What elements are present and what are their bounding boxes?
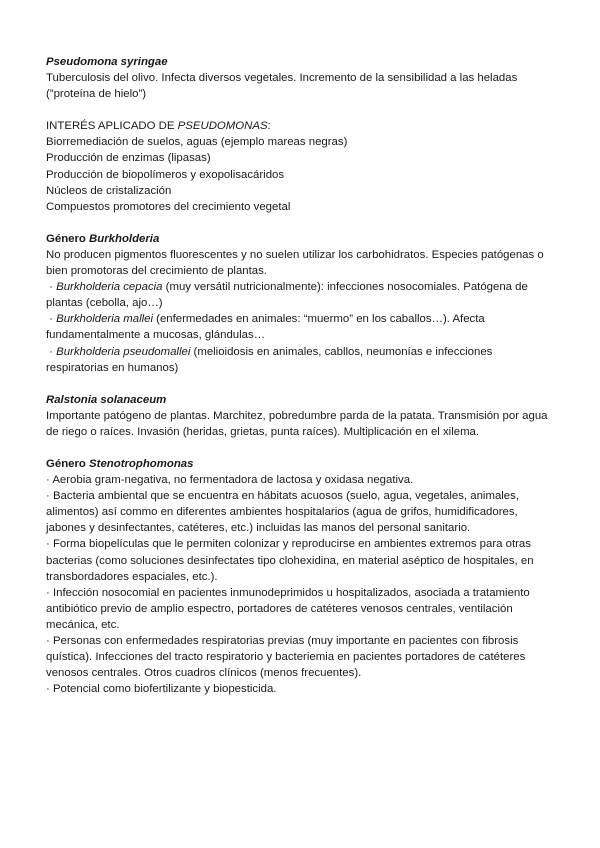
species-text: (muy versátil nutricionalmente): infecciones nosocomiales. Patógena de plantas (cebolla, ajo…) (46, 281, 528, 310)
title-italic: PSEUDOMONAS (177, 120, 268, 133)
list-item (46, 279, 556, 311)
document-page (46, 54, 556, 713)
list-item: · Infección nosocomial en pacientes inmunodeprimidos u hospitalizados, asociada a tratamiento antibiótico previo de amplio espectro, portadores de catéteres venosos centrales, ventilación mecánica, etc. (46, 586, 530, 631)
section-title (46, 118, 556, 134)
species-name: Ralstonia solanaceum (46, 393, 167, 406)
list-item: Biorremediación de suelos, aguas (ejemplo mareas negras) (46, 136, 348, 149)
list-item: Producción de enzimas (lipasas) (46, 152, 211, 165)
list-item: Núcleos de cristalización (46, 184, 172, 197)
section-intro: No producen pigmentos fluorescentes y no suelen utilizar los carbohidratos. Especies patógenas o bien promotoras del crecimiento de plantas. (46, 248, 544, 278)
list-item: · Personas con enfermedades respiratorias previas (muy importante en pacientes con fibrosis quística). Infecciones del tracto respiratorio y bacteriemia en pacientes portadores de catéteres venosos centrales. Otros cuadros clínicos (menos frecuentes). (46, 635, 526, 680)
list-item: Compuestos promotores del crecimiento vegetal (46, 200, 291, 213)
species-name: Burkholderia mallei (56, 313, 153, 326)
list-item (46, 311, 556, 343)
section-title (46, 54, 556, 70)
title-prefix: INTERÉS APLICADO DE (46, 120, 178, 133)
title-prefix: Género (46, 232, 90, 245)
title-suffix: : (267, 120, 271, 133)
section-pseudomona-syringae (46, 54, 556, 102)
list-item: · Forma biopelículas que le permiten colonizar y reproducirse en ambientes extremos para otras bacterias (como soluciones desinfectates tipo clohexidina, en material aséptico de hospitales, en transbordadores espaciales, etc.). (46, 538, 534, 583)
species-name: Burkholderia pseudomallei (56, 345, 191, 358)
section-ralstonia (46, 392, 556, 440)
title-italic: Stenotrophomonas (89, 457, 194, 470)
section-title (46, 456, 556, 472)
title-prefix: Género (46, 457, 90, 470)
title-italic: Burkholderia (89, 232, 160, 245)
section-title (46, 231, 556, 247)
section-description: Importante patógeno de plantas. Marchitez, pobredumbre parda de la patata. Transmisión por agua de riego o raíces. Invasión (heridas, grietas, punta raíces). Multiplicación en el xilema. (46, 409, 548, 438)
list-item: · Aerobia gram-negativa, no fermentadora de lactosa y oxidasa negativa. (46, 474, 414, 487)
section-stenotrophomonas (46, 456, 556, 697)
section-title (46, 392, 556, 408)
species-text: (enfermedades en animales: “muermo” en los caballos…). Afecta fundamentalmente a mucosas, glándulas… (46, 313, 485, 342)
list-item: · Bacteria ambiental que se encuentra en hábitats acuosos (suelo, agua, vegetales, animales, alimentos) así commo en diferentes ambientes hospitalarios (agua de grifos, humidificadores, jabones y desinfectantes, catéteres, etc.) incluidas las manos del personal sanitario. (46, 490, 520, 535)
section-interes-aplicado (46, 118, 556, 215)
species-text: (melioidosis en animales, cabllos, neumonías e infecciones respiratorias en humanos) (46, 345, 493, 374)
species-name: Pseudomona syringae (46, 56, 168, 68)
list-item (46, 344, 556, 376)
list-item: · Potencial como biofertilizante y biopesticida. (46, 683, 277, 696)
species-name: Burkholderia cepacia (56, 281, 163, 294)
section-burkholderia (46, 231, 556, 376)
bullet: · (46, 345, 57, 358)
bullet: · (46, 313, 57, 326)
section-description: Tuberculosis del olivo. Infecta diversos vegetales. Incremento de la sensibilidad a las heladas (”proteína de hielo”) (46, 72, 518, 101)
list-item: Producción de biopolímeros y exopolisacáridos (46, 168, 285, 181)
bullet: · (46, 281, 57, 294)
